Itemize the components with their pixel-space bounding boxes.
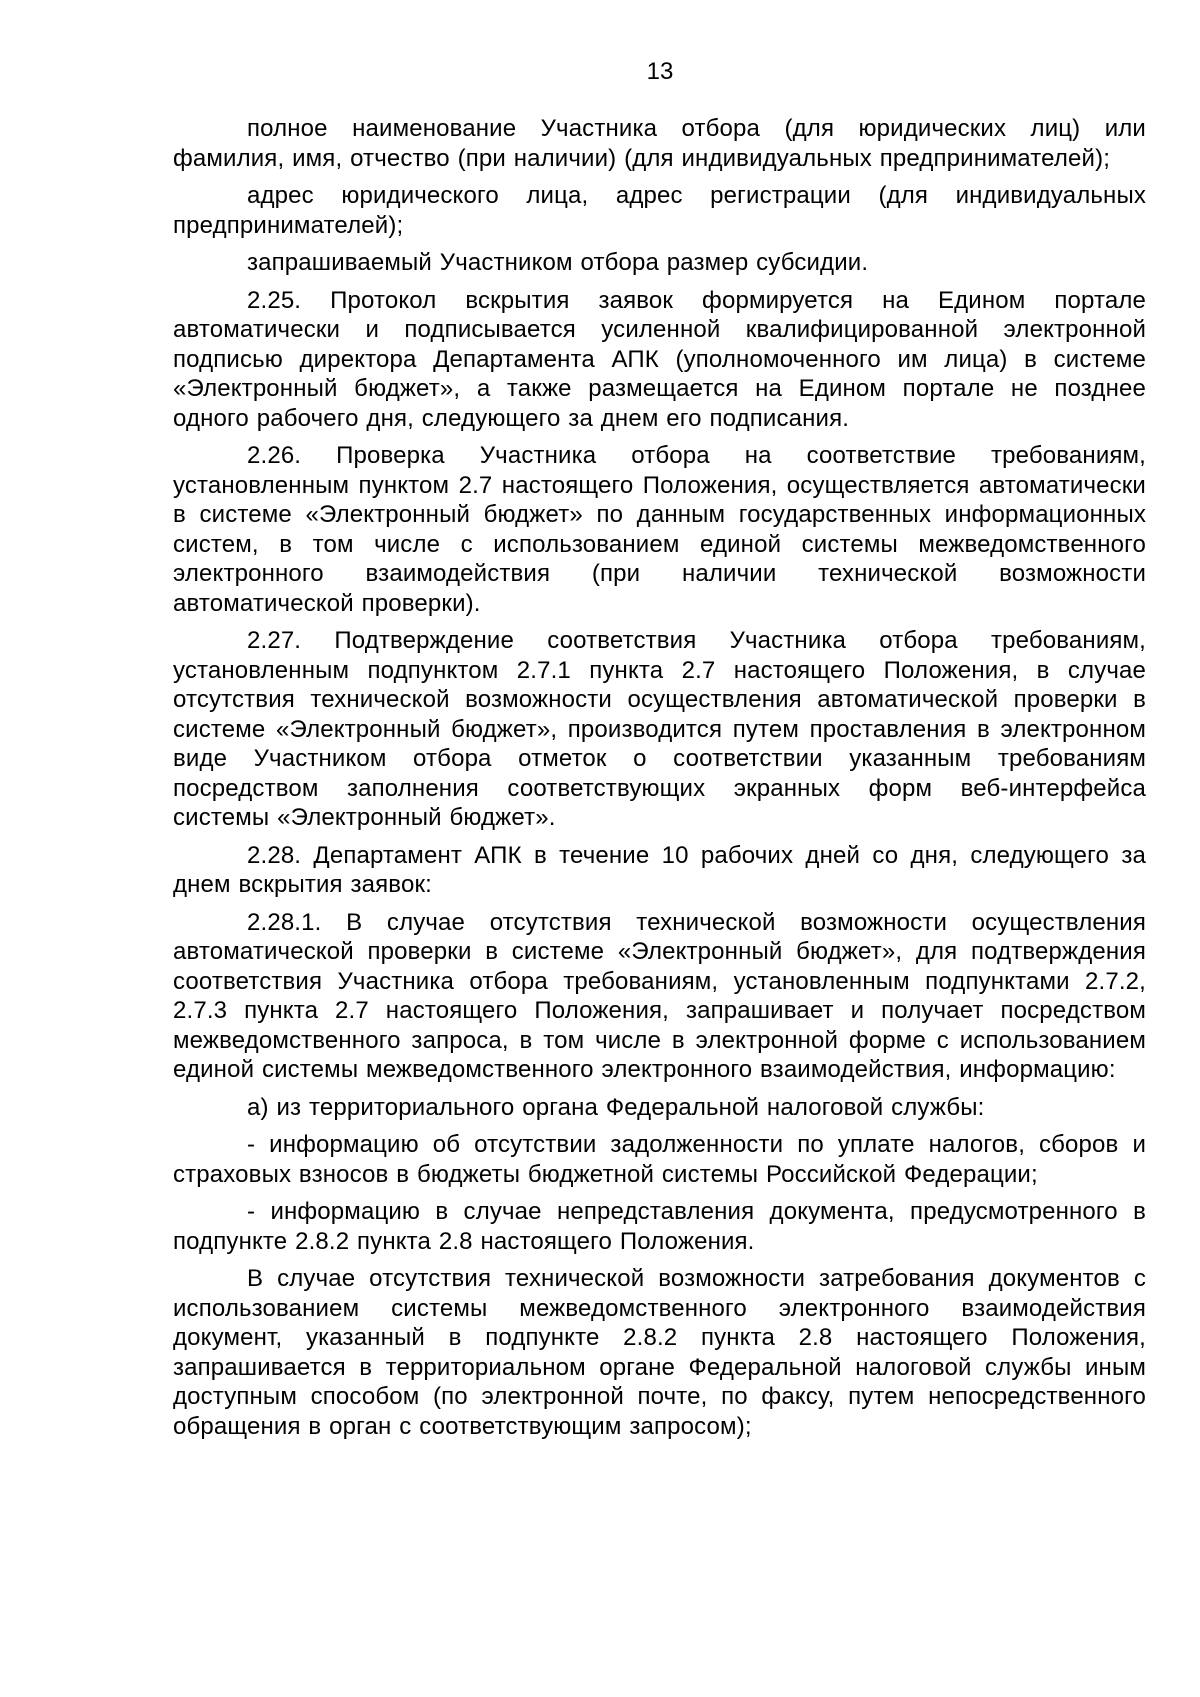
page-number: 13 (646, 58, 674, 85)
paragraph-item-a: а) из территориального органа Федеральной налоговой службы: (247, 1093, 985, 1121)
paragraph-2-25: 2.25. Протокол вскрытия заявок формируется на Едином портале автоматически и подписывается усиленной квалифицированной электронной подписью директора Департамента АПК (уполномоченного им лица) в системе «Электронный бюджет», а также размещается на Едином портале не позднее одного рабочего дня, следующего за днем его подписания. (173, 286, 1146, 432)
paragraph: В случае отсутствия технической возможности затребования документов с использованием системы межведомственного электронного взаимодействия документ, указанный в подпункте 2.8.2 пункта 2.8 настоящего Положения, запрашивается в территориальном органе Федеральной налоговой службы иным доступным способом (по электронной почте, по факсу, путем непосредственного обращения в орган с соответствующим запросом); (173, 1265, 1146, 1440)
paragraph-bullet: - информацию в случае непредставления документа, предусмотренного в подпункте 2.8.2 пункта 2.8 настоящего Положения. (173, 1198, 1146, 1255)
paragraph-2-26: 2.26. Проверка Участника отбора на соответствие требованиям, установленным пунктом 2.7 настоящего Положения, осуществляется автоматически в системе «Электронный бюджет» по данным государственных информационных систем, в том числе с использованием единой системы межведомственного электронного взаимодействия (при наличии технической возможности автоматической проверки). (173, 442, 1146, 617)
paragraph: адрес юридического лица, адрес регистрации (для индивидуальных предпринимателей); (173, 182, 1146, 239)
paragraph-2-28-1: 2.28.1. В случае отсутствия технической возможности осуществления автоматической проверки в системе «Электронный бюджет», для подтверждения соответствия Участника отбора требованиям, установленным подпунктами 2.7.2, 2.7.3 пункта 2.7 настоящего Положения, запрашивает и получает посредством межведомственного запроса, в том числе в электронной форме с использованием единой системы межведомственного электронного взаимодействия, информацию: (173, 908, 1146, 1083)
document-body (173, 114, 1146, 1449)
paragraph: полное наименование Участника отбора (для юридических лиц) или фамилия, имя, отчество (при наличии) (для индивидуальных предпринимателей); (173, 115, 1146, 172)
paragraph-2-28: 2.28. Департамент АПК в течение 10 рабочих дней со дня, следующего за днем вскрытия заявок: (173, 841, 1146, 898)
paragraph-2-27: 2.27. Подтверждение соответствия Участника отбора требованиям, установленным подпунктом 2.7.1 пункта 2.7 настоящего Положения, в случае отсутствия технической возможности осуществления автоматической проверки в системе «Электронный бюджет», производится путем проставления в электронном виде Участником отбора отметок о соответствии указанным требованиям посредством заполнения соответствующих экранных форм веб-интерфейса системы «Электронный бюджет». (173, 627, 1146, 831)
paragraph-bullet: - информацию об отсутствии задолженности по уплате налогов, сборов и страховых взносов в бюджеты бюджетной системы Российской Федерации; (173, 1131, 1146, 1188)
paragraph: запрашиваемый Участником отбора размер субсидии. (247, 249, 869, 276)
